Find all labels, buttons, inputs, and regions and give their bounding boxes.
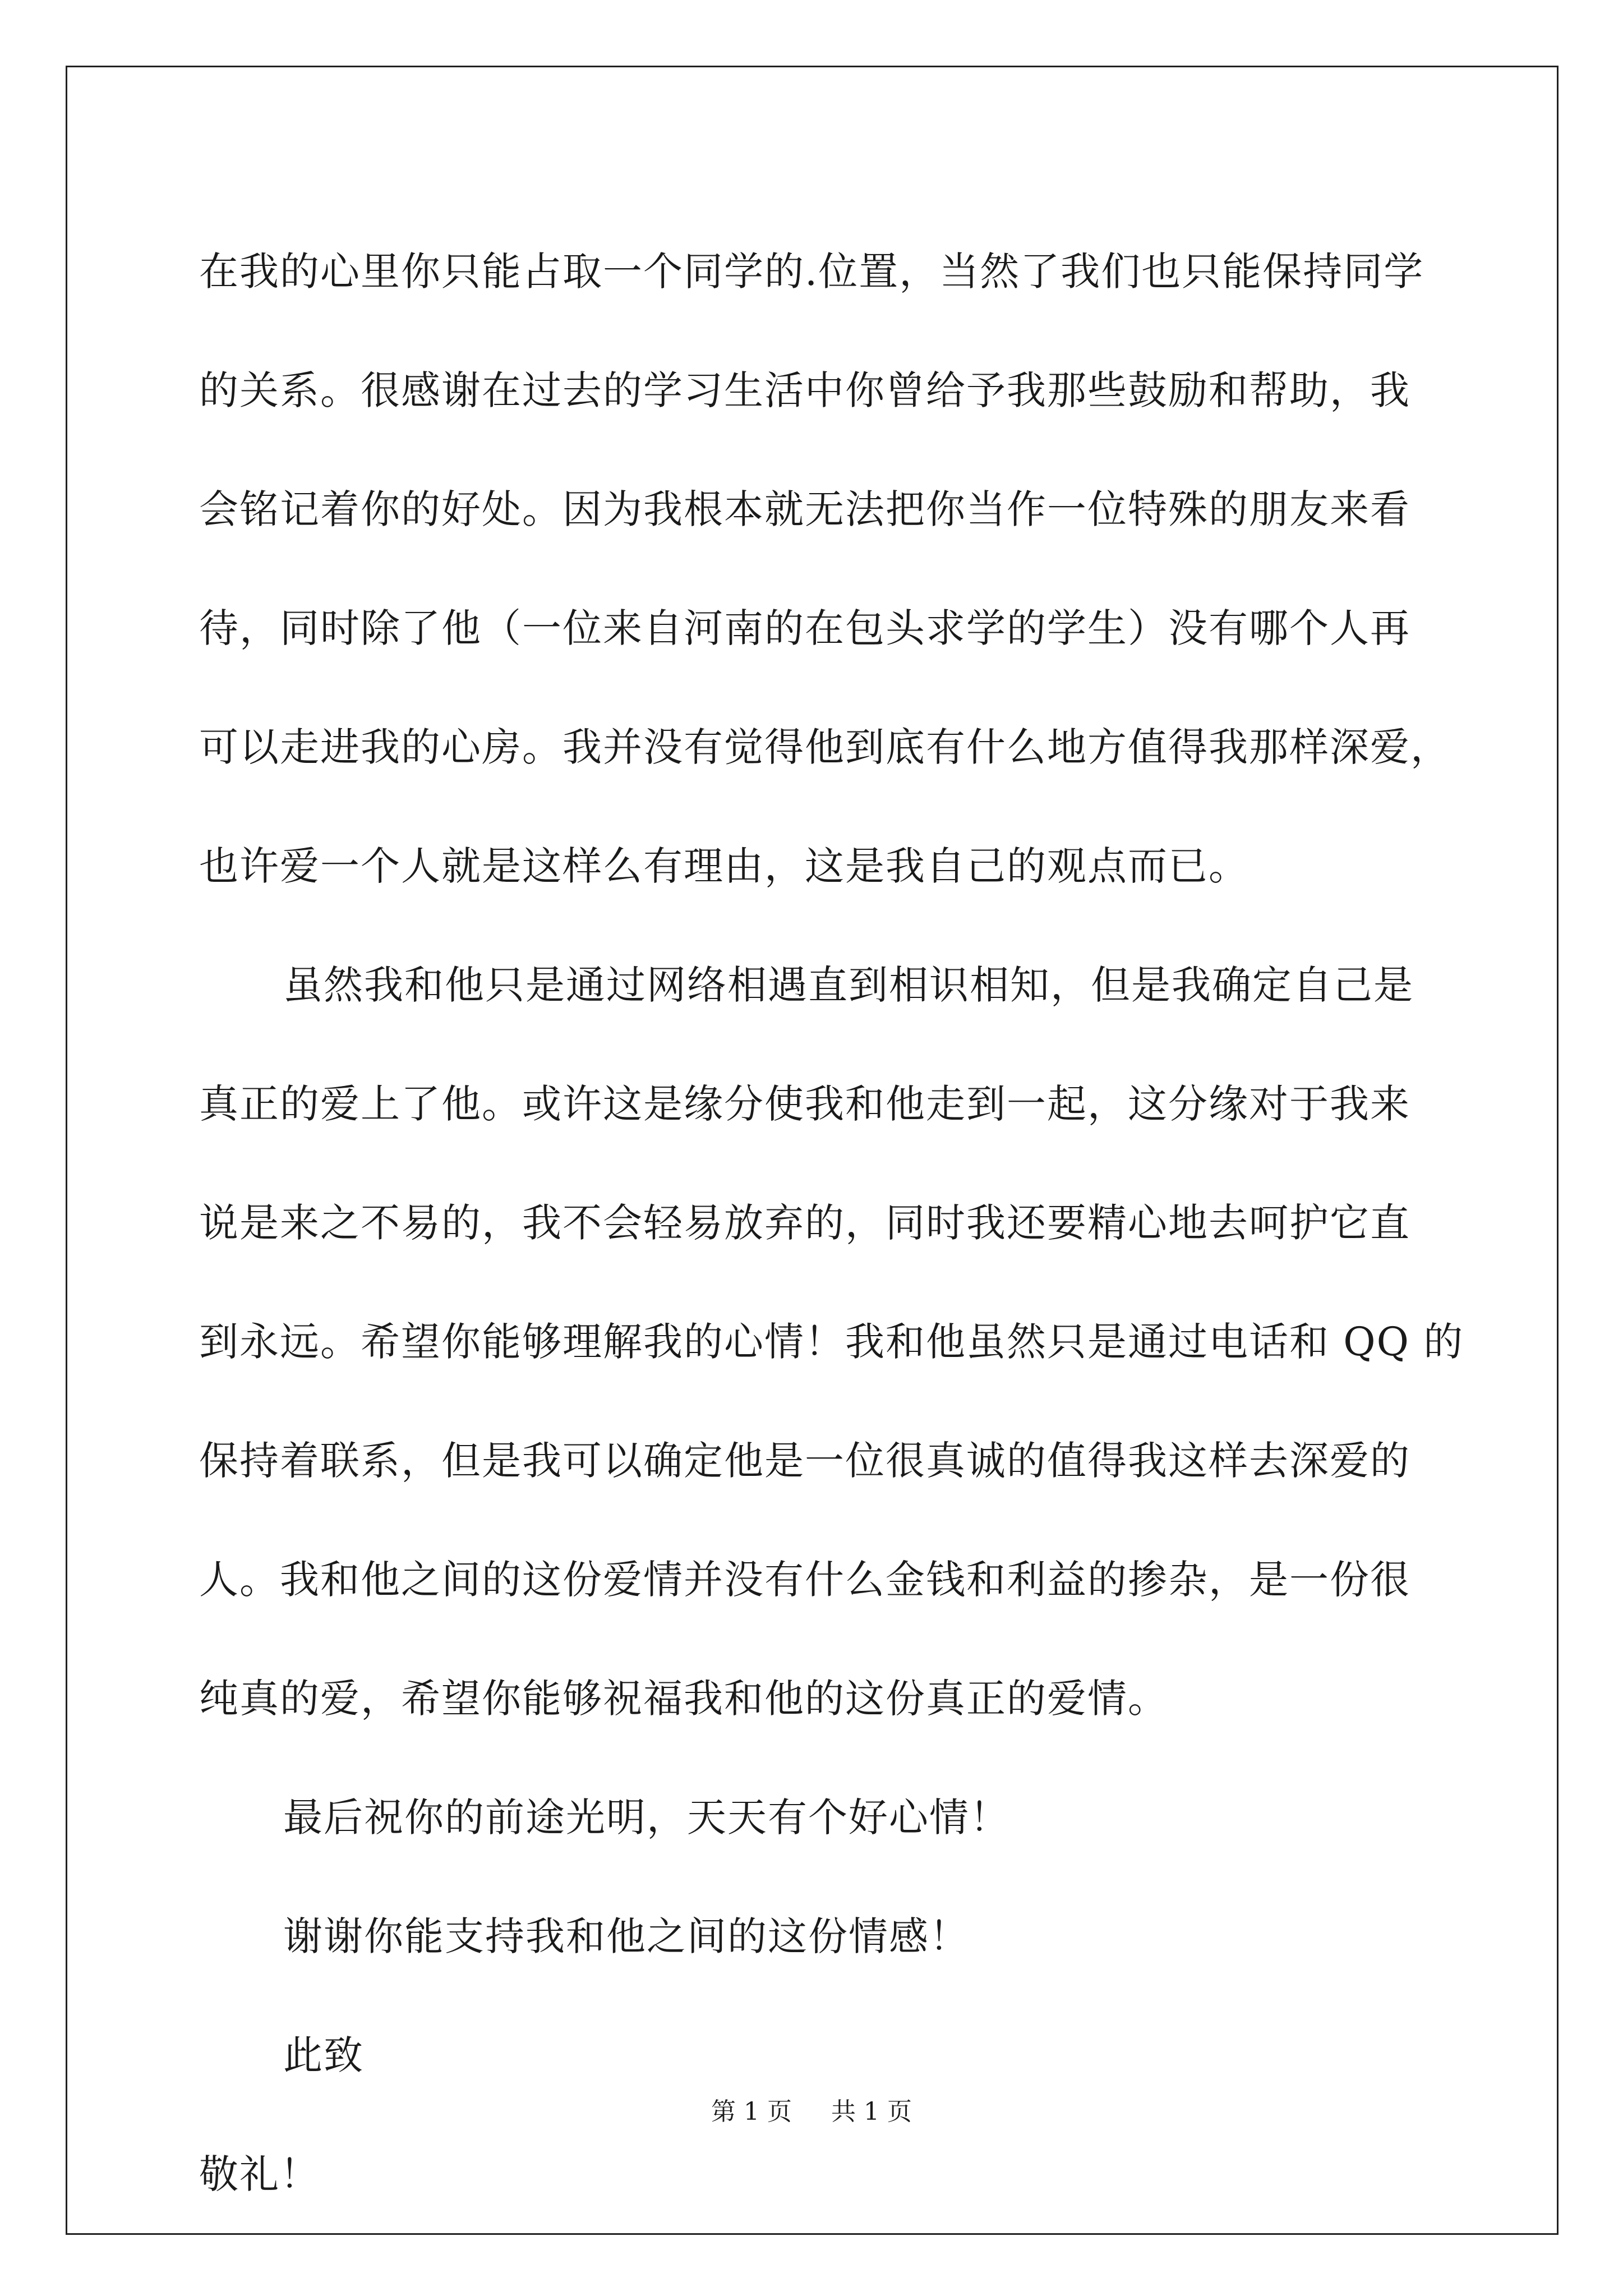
text-line: 的关系。很感谢在过去的学习生活中你曾给予我那些鼓励和帮助，我	[199, 367, 1410, 413]
text-line: 待，同时除了他（一位来自河南的在包头求学的学生）没有哪个人再	[199, 605, 1410, 651]
text-line: 也许爱一个人就是这样么有理由，这是我自己的观点而已。	[199, 843, 1249, 889]
text-line: 保持着联系，但是我可以确定他是一位很真诚的值得我这样去深爱的	[199, 1438, 1410, 1484]
text-line: 人。我和他之间的这份爱情并没有什么金钱和利益的掺杂，是一份很	[199, 1557, 1410, 1603]
text-line: 真正的爱上了他。或许这是缘分使我和他走到一起，这分缘对于我来	[199, 1081, 1410, 1127]
page-total: 共 1 页	[831, 2097, 912, 2126]
text-line: 说是来之不易的，我不会轻易放弃的，同时我还要精心地去呵护它直	[199, 1200, 1410, 1246]
text-line: 纯真的爱，希望你能够祝福我和他的这份真正的爱情。	[199, 1676, 1168, 1722]
letter-body	[199, 212, 1464, 2234]
text-line: 虽然我和他只是通过网络相遇直到相识相知，但是我确定自己是	[283, 962, 1414, 1008]
text-line: 到永远。希望你能够理解我的心情！我和他虽然只是通过电话和 QQ 的	[199, 1319, 1464, 1365]
page-footer	[0, 2095, 1623, 2129]
text-line: 在我的心里你只能占取一个同学的.位置，当然了我们也只能保持同学	[199, 249, 1424, 295]
text-line: 会铭记着你的好处。因为我根本就无法把你当作一位特殊的朋友来看	[199, 486, 1410, 532]
salutation-jingli: 敬礼！	[199, 2151, 320, 2197]
salutation-cizhi: 此致	[283, 2032, 364, 2078]
text-line: 可以走进我的心房。我并没有觉得他到底有什么地方值得我那样深爱，	[199, 724, 1451, 770]
closing-wish: 最后祝你的前途光明，天天有个好心情！	[283, 1795, 1010, 1841]
page-number: 第 1 页	[711, 2097, 792, 2126]
closing-thanks: 谢谢你能支持我和他之间的这份情感！	[283, 1913, 970, 1959]
